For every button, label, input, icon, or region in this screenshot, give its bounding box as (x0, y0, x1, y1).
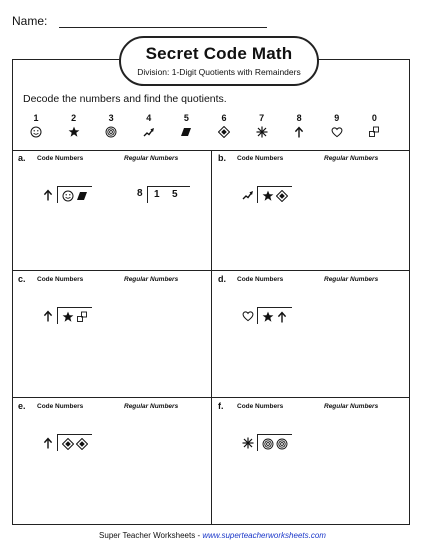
key-item-3 (101, 113, 121, 141)
problem-cell-b (212, 150, 411, 270)
problem-letter: e. (18, 401, 26, 411)
key-digit: 2 (71, 113, 77, 123)
key-digit: 3 (108, 113, 114, 123)
key-item-5 (176, 113, 196, 141)
heart-icon (242, 309, 256, 325)
code-numbers-label: Code Numbers (237, 403, 284, 410)
code-numbers-label: Code Numbers (37, 403, 84, 410)
diamond-icon (76, 437, 90, 451)
problem-cell-d (212, 271, 411, 391)
worksheet-title: Secret Code Math (145, 44, 293, 63)
key-item-2 (64, 113, 84, 141)
spiral-icon (262, 437, 276, 451)
star-icon (64, 125, 84, 141)
up-arrow-icon (42, 309, 56, 325)
regular-numbers-label: Regular Numbers (124, 155, 179, 162)
key-item-4 (139, 113, 159, 141)
footer-link[interactable]: www.superteacherworksheets.com (202, 531, 326, 540)
smiley-icon (26, 125, 46, 141)
name-label: Name: (12, 14, 48, 28)
problem-cell-e (12, 398, 211, 518)
key-digit: 4 (146, 113, 152, 123)
code-numbers-label: Code Numbers (37, 276, 84, 283)
problem-cell-f (212, 398, 411, 518)
problem-letter: c. (18, 274, 26, 284)
instructions: Decode the numbers and find the quotients. (23, 93, 227, 105)
diamond-icon (62, 437, 76, 451)
key-item-7 (252, 113, 272, 141)
key-item-9 (327, 113, 347, 141)
division-bracket (57, 434, 92, 451)
key-item-8 (289, 113, 309, 141)
key-item-6 (214, 113, 234, 141)
division-bracket (57, 186, 92, 203)
key-digit: 5 (183, 113, 189, 123)
code-numbers-label: Code Numbers (237, 155, 284, 162)
footer (0, 531, 425, 540)
regular-divisor: 8 (137, 188, 143, 199)
up-arrow-icon (276, 310, 290, 324)
regular-dividend-digit: 1 (154, 189, 160, 200)
star-icon (262, 189, 276, 203)
footer-text: Super Teacher Worksheets - (99, 531, 203, 540)
spiral-icon (276, 437, 290, 451)
regular-numbers-label: Regular Numbers (324, 276, 379, 283)
up-arrow-icon (42, 188, 56, 204)
up-arrow-icon (289, 125, 309, 141)
key-item-0 (364, 113, 384, 141)
key-item-1 (26, 113, 46, 141)
smiley-icon (62, 189, 76, 203)
key-digit: 8 (296, 113, 302, 123)
squiggle-arrow-icon (242, 188, 256, 204)
problem-letter: a. (18, 153, 26, 163)
problem-letter: d. (218, 274, 226, 284)
star-icon (62, 310, 76, 324)
key-digit: 0 (371, 113, 377, 123)
key-digit: 6 (221, 113, 227, 123)
division-bracket (147, 186, 190, 203)
squares-icon (364, 125, 384, 141)
name-line (59, 27, 267, 28)
spiral-icon (101, 125, 121, 141)
asterisk-icon (252, 125, 272, 141)
squiggle-arrow-icon (139, 125, 159, 141)
regular-dividend-digit: 5 (172, 189, 178, 200)
diamond-icon (276, 189, 290, 203)
division-bracket (257, 434, 292, 451)
division-bracket (257, 186, 292, 203)
regular-numbers-label: Regular Numbers (124, 403, 179, 410)
heart-icon (327, 125, 347, 141)
worksheet-subtitle: Division: 1-Digit Quotients with Remainders (137, 67, 301, 77)
star-icon (262, 310, 276, 324)
key-digit: 7 (259, 113, 265, 123)
problem-letter: f. (218, 401, 224, 411)
code-numbers-label: Code Numbers (237, 276, 284, 283)
regular-numbers-label: Regular Numbers (324, 403, 379, 410)
key-digit: 9 (334, 113, 340, 123)
title-banner (119, 36, 319, 86)
up-arrow-icon (42, 436, 56, 452)
diamond-icon (214, 125, 234, 141)
parallelogram-icon (76, 189, 90, 203)
regular-numbers-label: Regular Numbers (324, 155, 379, 162)
division-bracket (257, 307, 292, 324)
code-numbers-label: Code Numbers (37, 155, 84, 162)
problem-cell-c (12, 271, 211, 391)
problem-letter: b. (218, 153, 226, 163)
regular-numbers-label: Regular Numbers (124, 276, 179, 283)
problem-cell-a (12, 150, 211, 270)
division-bracket (57, 307, 92, 324)
squares-icon (76, 310, 90, 324)
code-key (26, 113, 392, 145)
parallelogram-icon (176, 125, 196, 141)
key-digit: 1 (33, 113, 39, 123)
asterisk-icon (242, 436, 256, 452)
